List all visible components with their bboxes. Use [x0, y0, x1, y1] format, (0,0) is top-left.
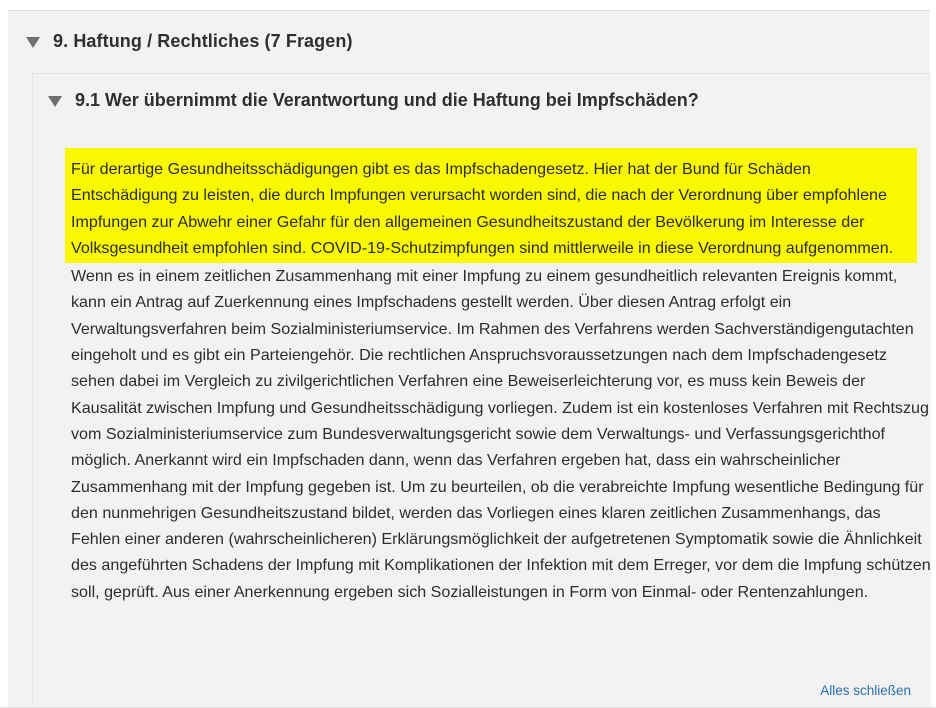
- triangle-down-icon[interactable]: [26, 37, 40, 48]
- close-all-link[interactable]: Alles schließen: [820, 683, 911, 698]
- faq-section-accordion: [8, 10, 930, 708]
- question-header[interactable]: [33, 74, 931, 126]
- section-header[interactable]: [8, 11, 930, 71]
- highlighted-answer: Für derartige Gesundheitsschädigungen gibt es das Impfschadengesetz. Hier hat der Bund für Schäden Entschädigung zu leisten, die durch Impfungen verursacht worden sind, die nach der Verordnung über empfohlene Impfungen zur Abwehr einer Gefahr für den allgemeinen Gesundheitszustand der Bevölkerung im Interesse der Volksgesundheit empfohlen sind. COVID-19-Schutzimpfungen sind mittlerweile in diese Verordnung aufgenommen.: [65, 148, 917, 263]
- answer-text: [71, 148, 931, 605]
- triangle-down-icon[interactable]: [48, 96, 62, 107]
- answer-body: Wenn es in einem zeitlichen Zusammenhang mit einer Impfung zu einem gesundheitlich relevanten Ereignis kommt, kann ein Antrag auf Zuerkennung eines Impfschadens gestellt werden. Über diesen Antrag erfolgt ein Verwaltungsverfahren beim Sozialministeriumservice. Im Rahmen des Verfahrens werden Sachverständigengutachten eingeholt und es gibt ein Parteiengehör. Die rechtlichen Anspruchsvoraussetzungen nach dem Impfschadengesetz sehen dabei im Vergleich zu zivilgerichtlichen Verfahren eine Beweiserleichterung vor, es muss kein Beweis der Kausalität zwischen Impfung und Gesundheitsschädigung vorliegen. Zudem ist ein kostenloses Verfahren mit Rechtszug vom Sozialministeriumservice zum Bundesverwaltungsgericht sowie dem Verwaltungs- und Verfassungsgerichthof möglich. Anerkannt wird ein Impfschaden dann, wenn das Verfahren ergeben hat, dass ein wahrscheinlicher Zusammenhang mit der Impfung gegeben ist. Um zu beurteilen, ob die verabreichte Impfung wesentliche Bedingung für den nunmehrigen Gesundheitszustand bildet, werden das Vorliegen eines klaren zeitlichen Zusammenhangs, das Fehlen einer anderen (wahrscheinlicheren) Erklärungsmöglichkeit der aufgetretenen Symptomatik sowie die Ähnlichkeit des angeführten Schadens der Impfung mit Komplikationen der Infektion mit dem Erreger, vor dem die Impfung schützen soll, geprüft. Aus einer Anerkennung ergeben sich Sozialleistungen in Form von Einmal- oder Rentenzahlungen.: [71, 267, 931, 601]
- question-panel: [32, 73, 931, 708]
- section-title[interactable]: 9. Haftung / Rechtliches (7 Fragen): [53, 30, 353, 51]
- question-title[interactable]: 9.1 Wer übernimmt die Verantwortung und die Haftung bei Impfschäden?: [75, 89, 699, 110]
